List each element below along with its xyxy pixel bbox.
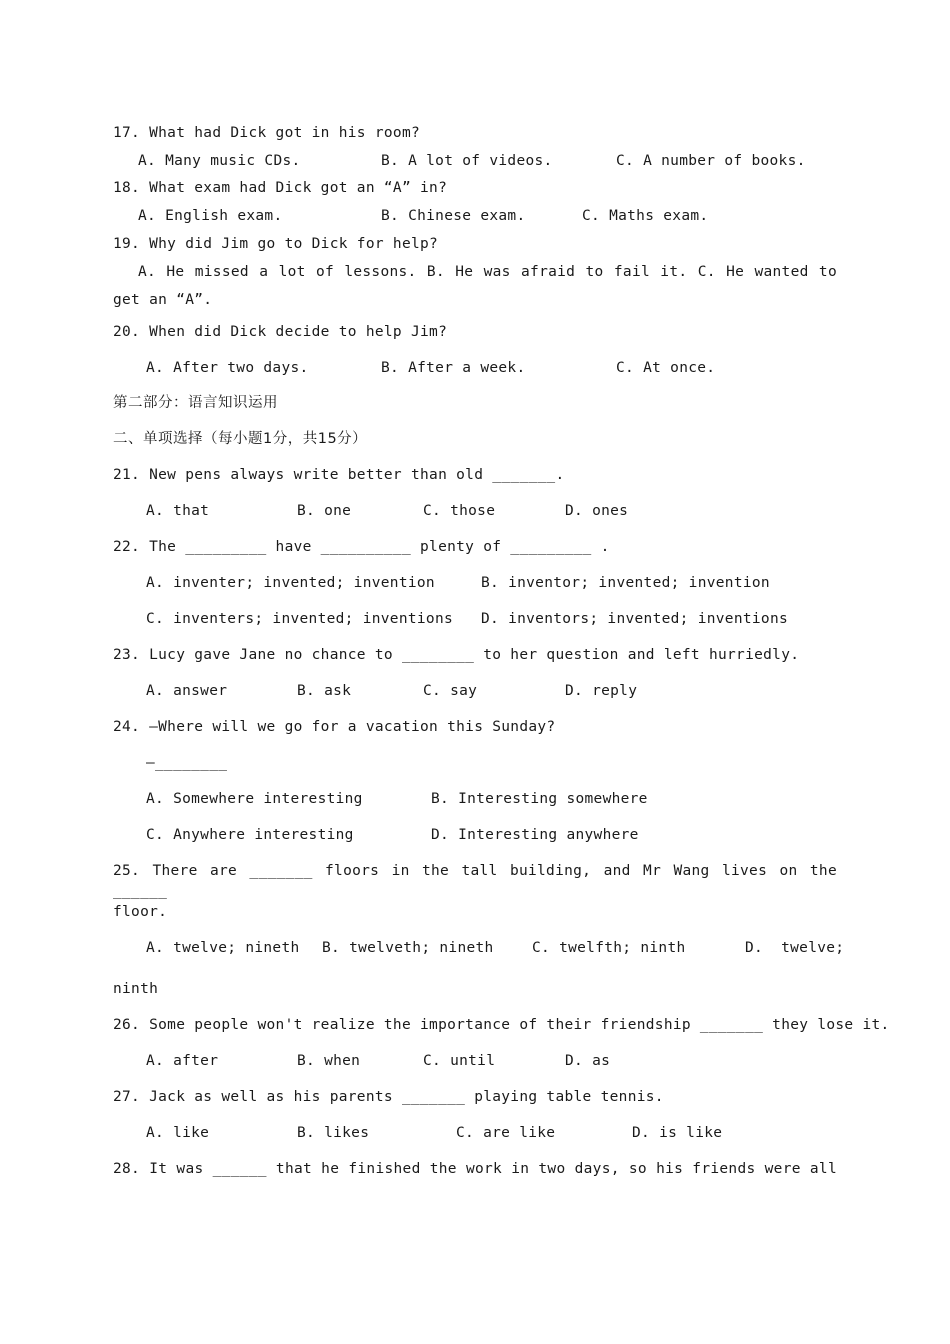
q20-option-c: C. At once. [616, 360, 716, 376]
q22-option-a: A. inventer; invented; invention [146, 575, 435, 591]
q27-option-b: B. likes [297, 1125, 370, 1141]
q26-option-b: B. when [297, 1053, 361, 1069]
q24-option-d: D. Interesting anywhere [431, 827, 639, 843]
q24-option-b: B. Interesting somewhere [431, 791, 648, 807]
part-two-title: 第二部分：语言知识运用 [113, 395, 278, 411]
question-19: 19. Why did Jim go to Dick for help? [113, 236, 439, 252]
q18-option-a: A. English exam. [138, 208, 283, 224]
q26-option-d: D. as [565, 1053, 611, 1069]
q25-option-d-continued: ninth [113, 981, 159, 997]
q19-options: A. He missed a lot of lessons. B. He was afraid to fail it. C. He wanted to [138, 264, 837, 280]
q27-option-d: D. is like [632, 1125, 723, 1141]
q20-option-b: B. After a week. [381, 360, 526, 376]
q21-option-a: A. that [146, 503, 210, 519]
q24-option-c: C. Anywhere interesting [146, 827, 354, 843]
q23-option-d: D. reply [565, 683, 638, 699]
q17-option-a: A. Many music CDs. [138, 153, 301, 169]
question-21: 21. New pens always write better than old _______. [113, 467, 565, 483]
q23-option-c: C. say [423, 683, 478, 699]
question-23: 23. Lucy gave Jane no chance to ________ to her question and left hurriedly. [113, 647, 800, 663]
question-25-continued: floor. [113, 904, 168, 920]
q25-option-d: D. twelve; [745, 940, 845, 956]
q17-option-c: C. A number of books. [616, 153, 806, 169]
question-20: 20. When did Dick decide to help Jim? [113, 324, 448, 340]
question-22: 22. The _________ have __________ plenty of _________ . [113, 539, 610, 555]
q22-option-d: D. inventors; invented; inventions [481, 611, 789, 627]
q21-option-c: C. those [423, 503, 496, 519]
q24-option-a: A. Somewhere interesting [146, 791, 363, 807]
q25-option-a: A. twelve; nineth [146, 940, 300, 956]
question-27: 27. Jack as well as his parents _______ playing table tennis. [113, 1089, 664, 1105]
question-25: 25. There are _______ floors in the tall building, and Mr Wang lives on the ______ [113, 863, 837, 899]
q27-option-a: A. like [146, 1125, 210, 1141]
q26-option-c: C. until [423, 1053, 496, 1069]
question-26: 26. Some people won't realize the importance of their friendship _______ they lose it. [113, 1017, 890, 1033]
q23-option-b: B. ask [297, 683, 352, 699]
question-18: 18. What exam had Dick got an “A” in? [113, 180, 448, 196]
question-24: 24. —Where will we go for a vacation this Sunday? [113, 719, 556, 735]
q20-option-a: A. After two days. [146, 360, 309, 376]
q26-option-a: A. after [146, 1053, 219, 1069]
q21-option-d: D. ones [565, 503, 629, 519]
q22-option-b: B. inventor; invented; invention [481, 575, 770, 591]
q25-option-c: C. twelfth; ninth [532, 940, 686, 956]
q18-option-b: B. Chinese exam. [381, 208, 526, 224]
q22-option-c: C. inventers; invented; inventions [146, 611, 454, 627]
q27-option-c: C. are like [456, 1125, 556, 1141]
q17-option-b: B. A lot of videos. [381, 153, 553, 169]
q18-option-c: C. Maths exam. [582, 208, 709, 224]
q24-answer-blank: —________ [146, 755, 228, 771]
question-28: 28. It was ______ that he finished the work in two days, so his friends were all [113, 1161, 837, 1177]
q23-option-a: A. answer [146, 683, 228, 699]
q19-options-continued: get an “A”. [113, 292, 213, 308]
section-heading: 二、单项选择（每小题1分，共15分） [113, 431, 368, 447]
question-17: 17. What had Dick got in his room? [113, 125, 421, 141]
q21-option-b: B. one [297, 503, 352, 519]
q25-option-b: B. twelveth; nineth [322, 940, 494, 956]
